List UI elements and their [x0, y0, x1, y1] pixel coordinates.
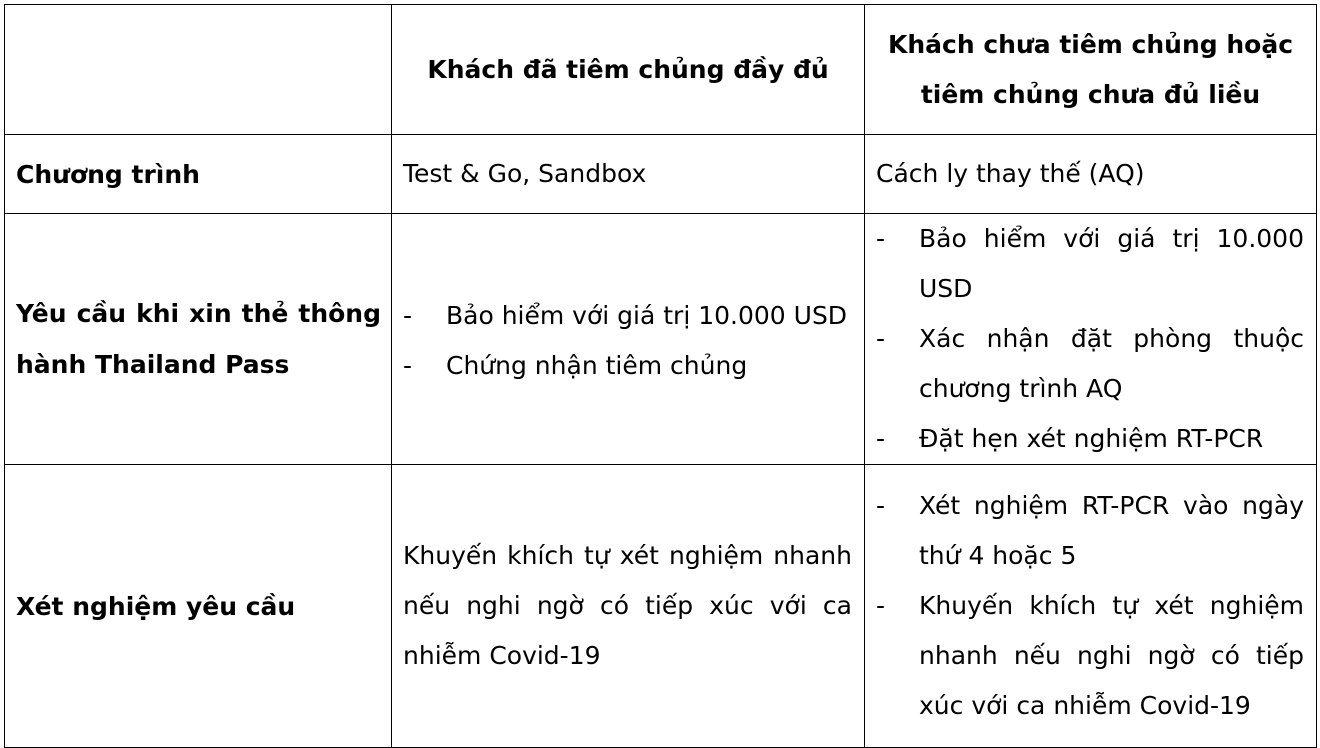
- unvaccinated-tests-list: [876, 481, 1304, 731]
- thailand-pass-vaccinated: [392, 214, 865, 465]
- table-row: [5, 214, 1317, 465]
- list-item-text: Xác nhận đặt phòng thuộc chương trình AQ: [919, 324, 1304, 403]
- header-row: [5, 5, 1317, 135]
- header-unvaccinated-text: Khách chưa tiêm chủng hoặc tiêm chủng chưa đủ liều: [887, 29, 1294, 109]
- unvaccinated-requirements-list: [876, 214, 1304, 464]
- thailand-pass-unvaccinated: [865, 214, 1317, 465]
- list-item-text: Xét nghiệm RT-PCR vào ngày thứ 4 hoặc 5: [919, 491, 1304, 570]
- dash-bullet: -: [403, 301, 413, 330]
- dash-bullet: -: [876, 491, 886, 520]
- row-label-program: Chương trình: [5, 135, 392, 214]
- list-item: [876, 314, 1304, 414]
- list-item: [876, 581, 1304, 731]
- list-item-text: Chứng nhận tiêm chủng: [446, 351, 748, 380]
- dash-bullet: -: [876, 224, 886, 253]
- list-item: [876, 414, 1304, 464]
- list-item: [403, 341, 852, 391]
- dash-bullet: -: [876, 591, 886, 620]
- list-item-text: Khuyến khích tự xét nghiệm nhanh nếu nghi ngờ có tiếp xúc với ca nhiễm Covid-19: [919, 591, 1304, 720]
- tests-vaccinated: Khuyến khích tự xét nghiệm nhanh nếu nghi ngờ có tiếp xúc với ca nhiễm Covid-19: [392, 465, 865, 748]
- dash-bullet: -: [403, 351, 413, 380]
- tests-unvaccinated: [865, 465, 1317, 748]
- list-item: [403, 291, 852, 341]
- table-row: [5, 465, 1317, 748]
- program-vaccinated: Test & Go, Sandbox: [392, 135, 865, 214]
- header-vaccinated-text: Khách đã tiêm chủng đầy đủ: [427, 54, 829, 84]
- comparison-table: [4, 4, 1317, 748]
- list-item-text: Đặt hẹn xét nghiệm RT-PCR: [919, 424, 1264, 453]
- list-item-text: Bảo hiểm với giá trị 10.000 USD: [919, 224, 1304, 303]
- row-label-thailand-pass: Yêu cầu khi xin thẻ thông hành Thailand Pass: [5, 214, 392, 465]
- program-unvaccinated: Cách ly thay thế (AQ): [865, 135, 1317, 214]
- header-empty-cell: [5, 5, 392, 135]
- vaccinated-requirements-list: [403, 291, 852, 391]
- row-label-required-tests: Xét nghiệm yêu cầu: [5, 465, 392, 748]
- table-row: [5, 135, 1317, 214]
- list-item-text: Bảo hiểm với giá trị 10.000 USD: [446, 301, 848, 330]
- header-unvaccinated: [865, 5, 1317, 135]
- header-vaccinated: [392, 5, 865, 135]
- list-item: [876, 214, 1304, 314]
- dash-bullet: -: [876, 424, 886, 453]
- list-item: [876, 481, 1304, 581]
- dash-bullet: -: [876, 324, 886, 353]
